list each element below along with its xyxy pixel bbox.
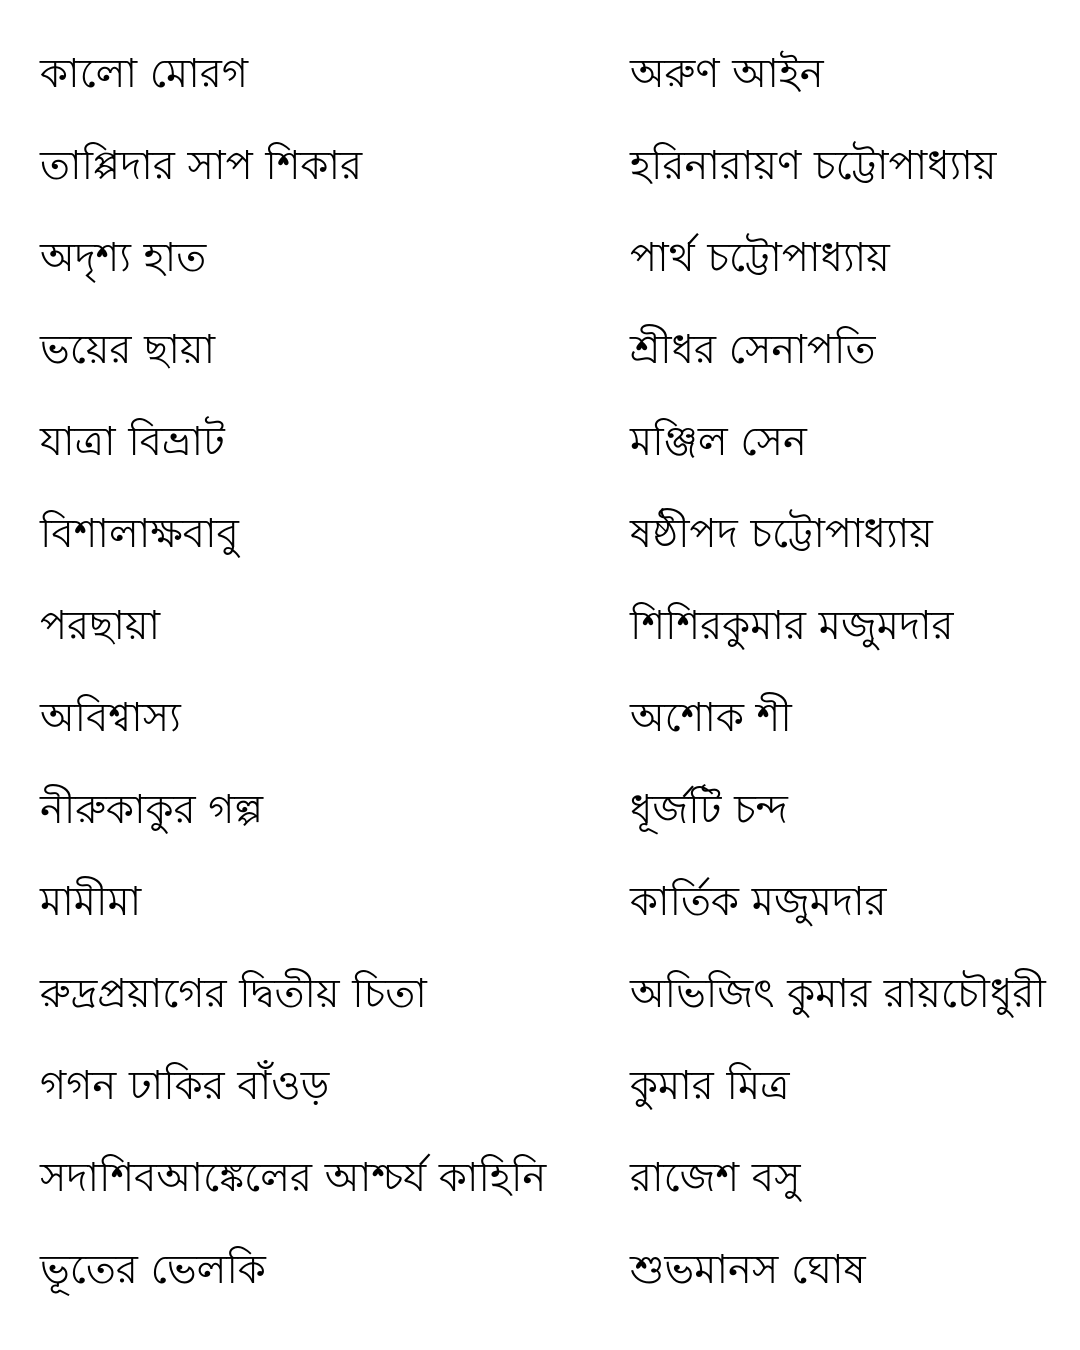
story-author: রাজেশ বসু (630, 1155, 801, 1201)
list-item (0, 1040, 1080, 1132)
story-author: হরিনারায়ণ চট্টোপাধ্যায় (630, 143, 997, 189)
story-title: অবিশ্বাস্য (40, 695, 181, 741)
story-author-list (0, 28, 1080, 1316)
story-author: শ্রীধর সেনাপতি (630, 327, 876, 373)
story-author: ধূর্জটি চন্দ (630, 787, 788, 833)
story-title: যাত্রা বিভ্রাট (40, 419, 225, 465)
story-title: তাপ্পিদার সাপ শিকার (40, 143, 363, 189)
story-author: শুভমানস ঘোষ (630, 1247, 866, 1293)
story-author: অভিজিৎ কুমার রায়চৌধুরী (630, 971, 1046, 1017)
story-title: কালো মোরগ (40, 51, 249, 97)
story-title: নীরুকাকুর গল্প (40, 787, 264, 833)
story-author: কুমার মিত্র (630, 1063, 790, 1109)
list-item (0, 1132, 1080, 1224)
list-item (0, 120, 1080, 212)
story-title: অদৃশ্য হাত (40, 235, 207, 281)
story-author: ষষ্ঠীপদ চট্টোপাধ্যায় (630, 511, 933, 557)
list-item (0, 304, 1080, 396)
story-author: শিশিরকুমার মজুমদার (630, 603, 954, 649)
story-author: কার্তিক মজুমদার (630, 879, 887, 925)
story-title: গগন ঢাকির বাঁওড় (40, 1063, 330, 1109)
list-item (0, 764, 1080, 856)
story-author: অশোক শী (630, 695, 792, 741)
story-title: ভয়ের ছায়া (40, 327, 216, 373)
list-item (0, 580, 1080, 672)
list-item (0, 28, 1080, 120)
story-title: পরছায়া (40, 603, 161, 649)
story-author: পার্থ চট্টোপাধ্যায় (630, 235, 890, 281)
list-item (0, 672, 1080, 764)
list-item (0, 856, 1080, 948)
story-title: বিশালাক্ষবাবু (40, 511, 239, 557)
list-item (0, 948, 1080, 1040)
story-title: মামীমা (40, 879, 142, 925)
story-author: অরুণ আইন (630, 51, 824, 97)
story-title: রুদ্রপ্রয়াগের দ্বিতীয় চিতা (40, 971, 427, 1017)
list-item (0, 488, 1080, 580)
story-author: মঞ্জিল সেন (630, 419, 807, 465)
story-title: ভূতের ভেলকি (40, 1247, 266, 1293)
list-item (0, 1224, 1080, 1316)
list-item (0, 396, 1080, 488)
list-item (0, 212, 1080, 304)
story-title: সদাশিবআঙ্কেলের আশ্চর্য কাহিনি (40, 1155, 547, 1201)
